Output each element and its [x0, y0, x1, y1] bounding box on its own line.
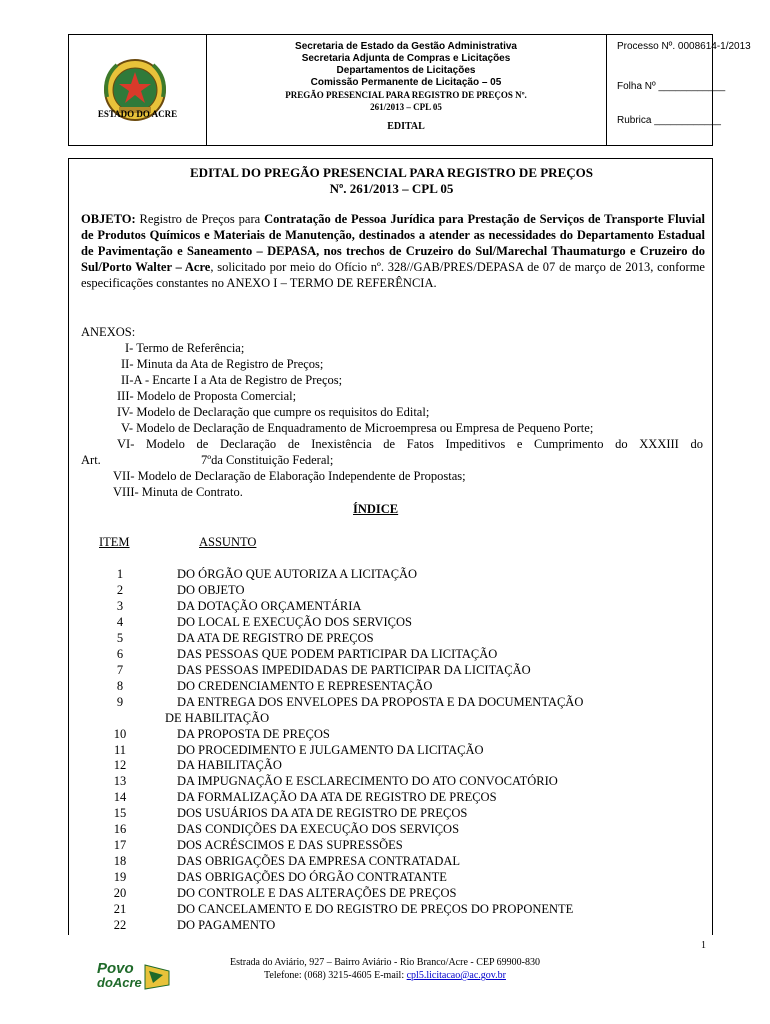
svg-text:Povo: Povo [97, 960, 134, 977]
edital-title-line-1: EDITAL DO PREGÃO PRESENCIAL PARA REGISTRO DE PREÇOS [190, 165, 593, 180]
indice-item-number: 10 [113, 726, 127, 741]
indice-item-title: DO PROCEDIMENTO E JULGAMENTO DA LICITAÇÃO [177, 742, 484, 757]
indice-item-number: 4 [116, 614, 124, 629]
indice-item-title: DAS PESSOAS QUE PODEM PARTICIPAR DA LICITAÇÃO [177, 646, 498, 661]
indice-item-number: 18 [113, 854, 127, 869]
rubrica-field: Rubrica ____________ [617, 115, 721, 126]
objeto-bold: Contratação de Pessoa Jurídica para Prestação de Serviços de Transporte Fluvial de Produtos Químicos e Materiais de Manutenção, destinados a atender as necessidades do Departamento Estadual de Pavimentação e Saneamento – DEPASA, nos trechos de Cruzeiro do Sul/Marechal Thaumaturgo e Cruzeiro do Sul/Porto Walter – Acre [81, 212, 705, 274]
indice-item-title: DO OBJETO [177, 582, 245, 597]
indice-item-number: 14 [113, 790, 127, 805]
indice-item-number: 6 [116, 646, 124, 661]
agency-line-3: Departamentos de Licitações [336, 65, 476, 76]
indice-item-title: DAS OBRIGAÇÕES DO ÓRGÃO CONTRATANTE [177, 870, 447, 884]
indice-item-number: 3 [116, 598, 124, 613]
indice-item-number: 7 [116, 662, 124, 677]
edital-label: EDITAL [387, 121, 425, 132]
indice-item-number: 13 [113, 774, 127, 789]
indice-item-number: 12 [113, 758, 127, 773]
indice-item-title: DA ATA DE REGISTRO DE PREÇOS [177, 630, 374, 645]
indice-col-assunto: ASSUNTO [199, 535, 257, 549]
indice-item-number: 1 [116, 567, 124, 581]
anexo-item: IV- Modelo de Declaração que cumpre os requisitos do Edital; [117, 405, 430, 419]
indice-item-number: 21 [113, 902, 127, 916]
objeto-text-2: , solicitado por meio do Ofício nº. 328//GAB/PRES/DEPASA de 07 de março de 2013, conforme especificações constantes no ANEXO I – TERMO DE REFERÊNCIA. [81, 260, 705, 290]
indice-item-title: DO CONTROLE E DAS ALTERAÇÕES DE PREÇOS [177, 886, 457, 900]
indice-item-title: DA ENTREGA DOS ENVELOPES DA PROPOSTA E DA DOCUMENTAÇÃO [177, 694, 584, 709]
indice-item-title: DA FORMALIZAÇÃO DA ATA DE REGISTRO DE PREÇOS [177, 790, 497, 805]
objeto-paragraph [81, 211, 705, 291]
indice-item-number: 15 [113, 806, 127, 821]
state-name: ESTADO DO ACRE [97, 109, 178, 119]
anexos-label: ANEXOS: [81, 325, 136, 339]
indice-title: ÍNDICE [353, 502, 399, 516]
indice-item-title: DE HABILITAÇÃO [165, 710, 270, 725]
indice-item-number: 16 [113, 822, 127, 837]
indice-item-title: DA DOTAÇÃO ORÇAMENTÁRIA [177, 598, 362, 613]
agency-line-2: Secretaria Adjunta de Compras e Licitações [301, 53, 511, 64]
indice-item-title: DA PROPOSTA DE PREÇOS [177, 726, 330, 741]
indice-item-number: 2 [116, 582, 124, 597]
agency-line-4: Comissão Permanente de Licitação – 05 [310, 77, 502, 88]
indice-item-title: DAS OBRIGAÇÕES DA EMPRESA CONTRATADAL [177, 854, 461, 869]
indice-item-title: DAS PESSOAS IMPEDIDADAS DE PARTICIPAR DA LICITAÇÃO [177, 662, 531, 677]
indice-item-title: DO CREDENCIAMENTO E REPRESENTAÇÃO [177, 678, 433, 693]
page-number: 1 [701, 940, 706, 951]
anexo-art-label: Art. [81, 453, 101, 467]
indice-col-item: ITEM [99, 535, 130, 549]
folha-field: Folha Nº ____________ [617, 81, 726, 92]
indice-item-number: 22 [113, 917, 127, 932]
indice-item-number: 19 [113, 870, 127, 884]
header-seal-cell [69, 35, 207, 145]
anexo-item: I- Termo de Referência; [125, 341, 245, 355]
svg-text:doAcre: doAcre [97, 975, 142, 990]
footer-contact [0, 970, 770, 981]
indice-item-title: DO PAGAMENTO [177, 917, 276, 932]
anexo-item: VII- Modelo de Declaração de Elaboração Independente de Propostas; [113, 469, 466, 483]
document-header [68, 34, 751, 146]
indice-item-title: DO LOCAL E EXECUÇÃO DOS SERVIÇOS [177, 614, 413, 629]
indice-item-title: DOS ACRÉSCIMOS E DAS SUPRESSÕES [177, 838, 403, 853]
agency-line-1: Secretaria de Estado da Gestão Administrativa [295, 41, 517, 52]
indice-item-number: 11 [113, 742, 127, 757]
anexo-item: III- Modelo de Proposta Comercial; [117, 389, 297, 403]
header-agency-cell [206, 35, 607, 145]
anexo-item: II-A - Encarte I a Ata de Registro de Preços; [121, 373, 343, 387]
footer-address: Estrada do Aviário, 927 – Bairro Aviário - Rio Branco/Acre - CEP 69900-830 [229, 957, 541, 968]
indice-item-title: DOS USUÁRIOS DA ATA DE REGISTRO DE PREÇOS [177, 806, 468, 821]
edital-body [68, 158, 713, 935]
indice-item-number: 17 [113, 838, 127, 853]
indice-item-number: 9 [116, 694, 124, 709]
anexo-art-text: 7ºda Constituição Federal; [201, 453, 334, 467]
process-number: Processo Nº. 0008614-1/2013 [617, 41, 751, 52]
indice-item-title: DO CANCELAMENTO E DO REGISTRO DE PREÇOS DO PROPONENTE [177, 902, 574, 916]
indice-item-title: DAS CONDIÇÕES DA EXECUÇÃO DOS SERVIÇOS [177, 822, 460, 837]
indice-item-title: DO ÓRGÃO QUE AUTORIZA A LICITAÇÃO [177, 567, 418, 581]
anexo-item: V- Modelo de Declaração de Enquadramento de Microempresa ou Empresa de Pequeno Porte; [121, 421, 594, 435]
indice-item-title: DA HABILITAÇÃO [177, 758, 282, 773]
anexo-item: II- Minuta da Ata de Registro de Preços; [121, 357, 324, 371]
pregao-line-2: 261/2013 – CPL 05 [370, 102, 442, 112]
anexo-item: VIII- Minuta de Contrato. [113, 485, 243, 499]
pregao-line-1: PREGÃO PRESENCIAL PARA REGISTRO DE PREÇOS Nº. [285, 90, 527, 100]
indice-item-title: DA IMPUGNAÇÃO E ESCLARECIMENTO DO ATO CONVOCATÓRIO [177, 774, 558, 789]
footer-email-link[interactable]: cpl5.licitacao@ac.gov.br [406, 970, 506, 981]
indice-item-number: 5 [116, 630, 124, 645]
indice-item-number: 20 [113, 886, 127, 900]
footer-phone: Telefone: (068) 3215-4605 E-mail: [264, 970, 407, 981]
header-process-cell [607, 35, 751, 145]
indice-item-number: 8 [116, 678, 124, 693]
objeto-label: OBJETO: [81, 212, 136, 226]
edital-title-line-2: Nº. 261/2013 – CPL 05 [329, 181, 454, 196]
objeto-text-1: Registro de Preços para [135, 212, 265, 226]
anexo-item: VI- Modelo de Declaração de Inexistência de Fatos Impeditivos e Cumprimento do XXXIII do [117, 437, 703, 451]
